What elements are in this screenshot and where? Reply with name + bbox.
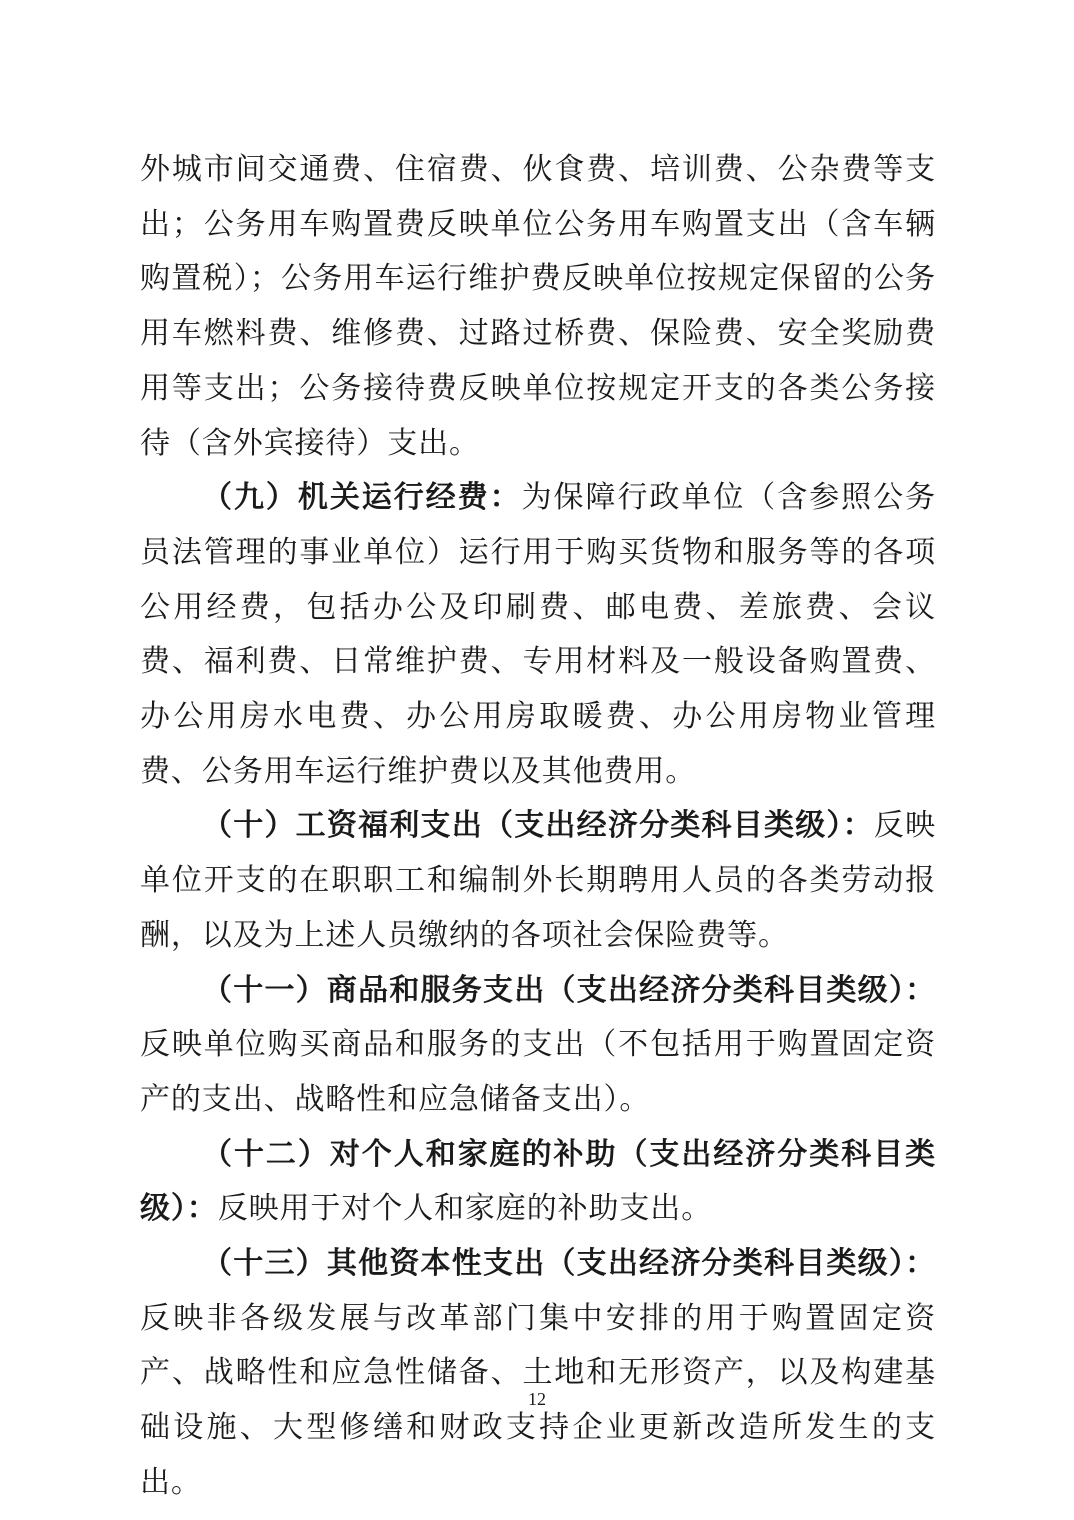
paragraph-heading: （十三）其他资本性支出（支出经济分类科目类级）： [202, 1246, 936, 1282]
paragraph-continuation [140, 143, 936, 471]
paragraph-heading: （十二）对个人和家庭的补助（支出经济分类科目类级）： [140, 1136, 936, 1227]
paragraph-text: 反映单位开支的在职职工和编制外长期聘用人员的各类劳动报酬，以及为上述人员缴纳的各项社会保险费等。 [140, 808, 936, 953]
paragraph-text: 为保障行政单位（含参照公务员法管理的事业单位）运行用于购买货物和服务等的各项公用经费，包括办公及印刷费、邮电费、差旅费、会议费、福利费、日常维护费、专用材料及一般设备购置费、办公用房水电费、办公用房取暖费、办公用房物业管理费、公务用车运行维护费以及其他费用。 [140, 480, 937, 789]
document-body [140, 143, 936, 1511]
paragraph-text: 反映非各级发展与改革部门集中安排的用于购置固定资产、战略性和应急性储备、土地和无形资产，以及构建基础设施、大型修缮和财政支持企业更新改造所发生的支出。 [140, 1300, 936, 1500]
paragraph-heading: （十一）商品和服务支出（支出经济分类科目类级）： [202, 972, 936, 1008]
paragraph-text: 反映单位购买商品和服务的支出（不包括用于购置固定资产的支出、战略性和应急储备支出）。 [140, 1027, 936, 1117]
page-number: 12 [528, 1389, 546, 1409]
paragraph-text: 反映用于对个人和家庭的补助支出。 [217, 1191, 713, 1227]
paragraph-geren-jiating-buzhu [140, 1128, 936, 1237]
paragraph-heading: （九）机关运行经费： [202, 480, 522, 516]
paragraph-qita-zibenxing-zhichu [140, 1237, 936, 1511]
paragraph-text: 外城市间交通费、住宿费、伙食费、培训费、公杂费等支出；公务用车购置费反映单位公务用车购置支出（含车辆购置税）；公务用车运行维护费反映单位按规定保留的公务用车燃料费、维修费、过路过桥费、保险费、安全奖励费用等支出；公务接待费反映单位按规定开支的各类公务接待（含外宾接待）支出。 [140, 152, 936, 461]
paragraph-jiguan-yunxing-jingfei [140, 471, 936, 799]
paragraph-heading: （十）工资福利支出（支出经济分类科目类级）： [202, 808, 874, 844]
paragraph-gongzi-fuli-zhichu [140, 799, 936, 963]
paragraph-shangpin-fuwu-zhichu [140, 964, 936, 1128]
